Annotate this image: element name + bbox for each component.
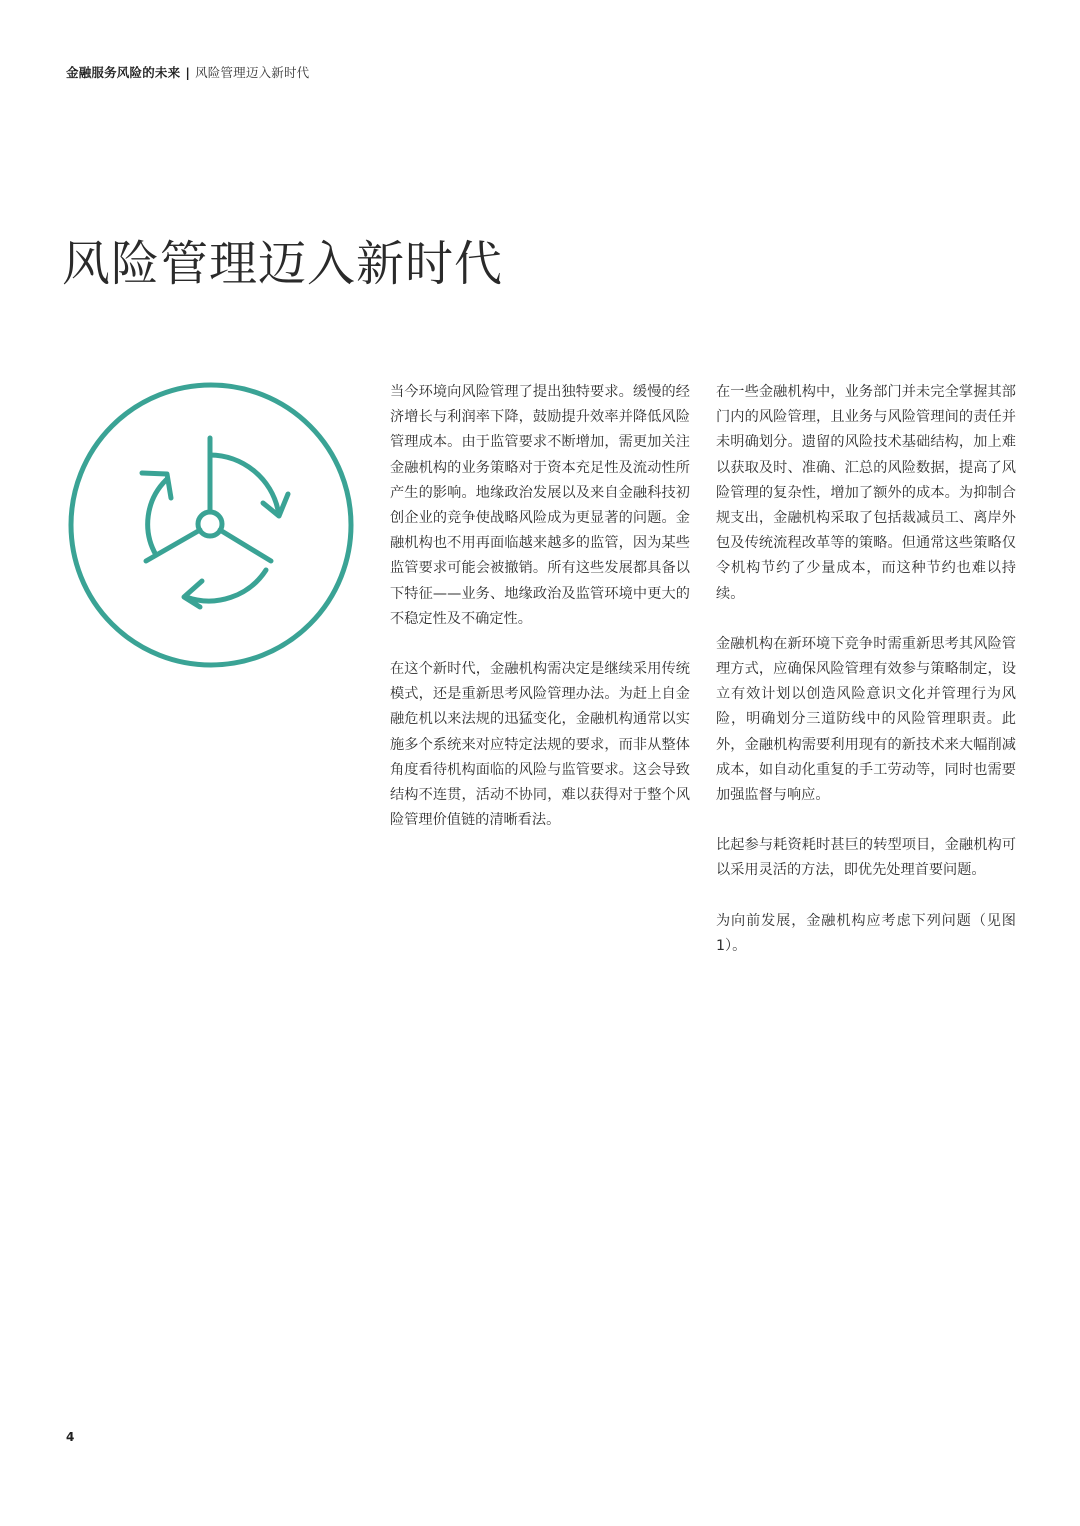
header-section-title: 风险管理迈入新时代 [195,65,310,80]
left-text-column [390,380,690,858]
paragraph: 在一些金融机构中，业务部门并未完全掌握其部门内的风险管理，且业务与风险管理间的责任并未明确划分。遗留的风险技术基础结构，加上难以获取及时、准确、汇总的风险数据，提高了风险管理的复杂性，增加了额外的成本。为抑制合规支出，金融机构采取了包括裁减员工、离岸外包及传统流程改革等的策略。但通常这些策略仅令机构节约了少量成本，而这种节约也难以持续。 [716,384,1016,602]
paragraph: 当今环境向风险管理了提出独特要求。缓慢的经济增长与利润率下降，鼓励提升效率并降低风险管理成本。由于监管要求不断增加，需更加关注金融机构的业务策略对于资本充足性及流动性所产生的影响。地缘政治发展以及来自金融科技初创企业的竞争使战略风险成为更显著的问题。金融机构也不用再面临越来越多的监管，因为某些监管要求可能会被撤销。所有这些发展都具备以下特征——业务、地缘政治及监管环境中更大的不稳定性及不确定性。 [390,384,690,627]
header-separator: | [185,65,191,80]
paragraph: 在这个新时代，金融机构需决定是继续采用传统模式，还是重新思考风险管理办法。为赶上自金融危机以来法规的迅猛变化，金融机构通常以实施多个系统来对应特定法规的要求，而非从整体角度看待机构面临的风险与监管要求。这会导致结构不连贯，活动不协同，难以获得对于整个风险管理价值链的清晰看法。 [390,661,690,829]
page-title: 风险管理迈入新时代 [62,236,504,292]
running-header [66,64,309,82]
header-publication-title: 金融服务风险的未来 [66,65,181,80]
paragraph: 为向前发展，金融机构应考虑下列问题（见图1）。 [716,912,1016,954]
right-text-column [716,380,1016,984]
cycle-arrows-icon [66,380,356,670]
paragraph: 金融机构在新环境下竞争时需重新思考其风险管理方式，应确保风险管理有效参与策略制定，设立有效计划以创造风险意识文化并管理行为风险，明确划分三道防线中的风险管理职责。此外，金融机构需要利用现有的新技术来大幅削减成本，如自动化重复的手工劳动等，同时也需要加强监督与响应。 [716,635,1016,804]
page-number: 4 [66,1430,75,1444]
paragraph: 比起参与耗资耗时甚巨的转型项目，金融机构可以采用灵活的方法，即优先处理首要问题。 [716,837,1016,879]
